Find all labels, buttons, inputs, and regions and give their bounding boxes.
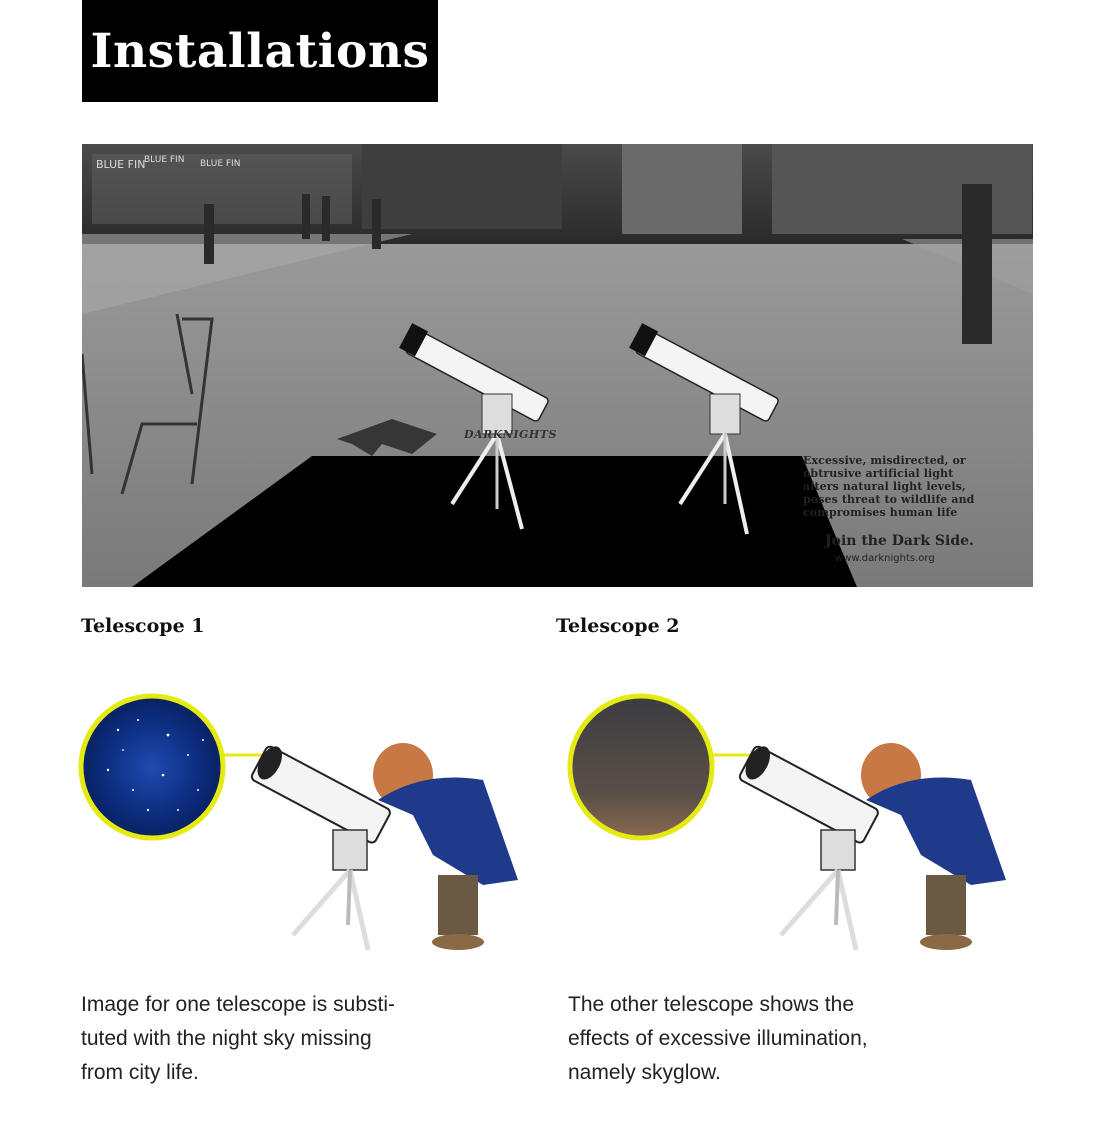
child-figure (861, 743, 1006, 950)
caption-line: from city life. (81, 1061, 199, 1084)
hero-message-block (803, 454, 1027, 564)
darknights-logo: DARKNIGHTS (464, 428, 557, 441)
skyglow-view (570, 696, 712, 838)
telescope-2-device (738, 742, 879, 950)
telescope-2-caption (568, 988, 988, 1090)
telescope-1-caption (81, 988, 501, 1090)
telescope-1-device (250, 742, 391, 950)
store-sign: BLUE FIN (200, 159, 241, 169)
telescope-1-graphic (78, 680, 538, 980)
night-sky-view (81, 696, 223, 838)
telescope-1-illustration (78, 680, 538, 980)
caption-line: tuted with the night sky missing (81, 1027, 372, 1050)
hero-message: Excessive, misdirected, or obtrusive artificial light alters natural light levels, poses threat to wildlife and compromises human life (803, 454, 975, 519)
telescope-1-title: Telescope 1 (81, 615, 205, 637)
hero-photo (82, 144, 1033, 587)
telescope-2-graphic (566, 680, 1026, 980)
hero-url: www.darknights.org (835, 553, 935, 564)
caption-line: Image for one telescope is substi- (81, 993, 395, 1016)
child-figure (373, 743, 518, 950)
caption-line: The other telescope shows the (568, 993, 855, 1016)
page-title (82, 0, 438, 102)
store-sign: BLUE FIN (96, 158, 146, 171)
caption-line: effects of excessive illumination, (568, 1027, 868, 1050)
telescope-2-illustration (566, 680, 1026, 980)
telescope-2-title: Telescope 2 (556, 615, 680, 637)
hero-slogan: Join the Dark Side. (825, 533, 974, 549)
page-title-text: Installations (90, 23, 430, 79)
store-sign: BLUE FIN (144, 155, 185, 165)
caption-line: namely skyglow. (568, 1061, 721, 1084)
